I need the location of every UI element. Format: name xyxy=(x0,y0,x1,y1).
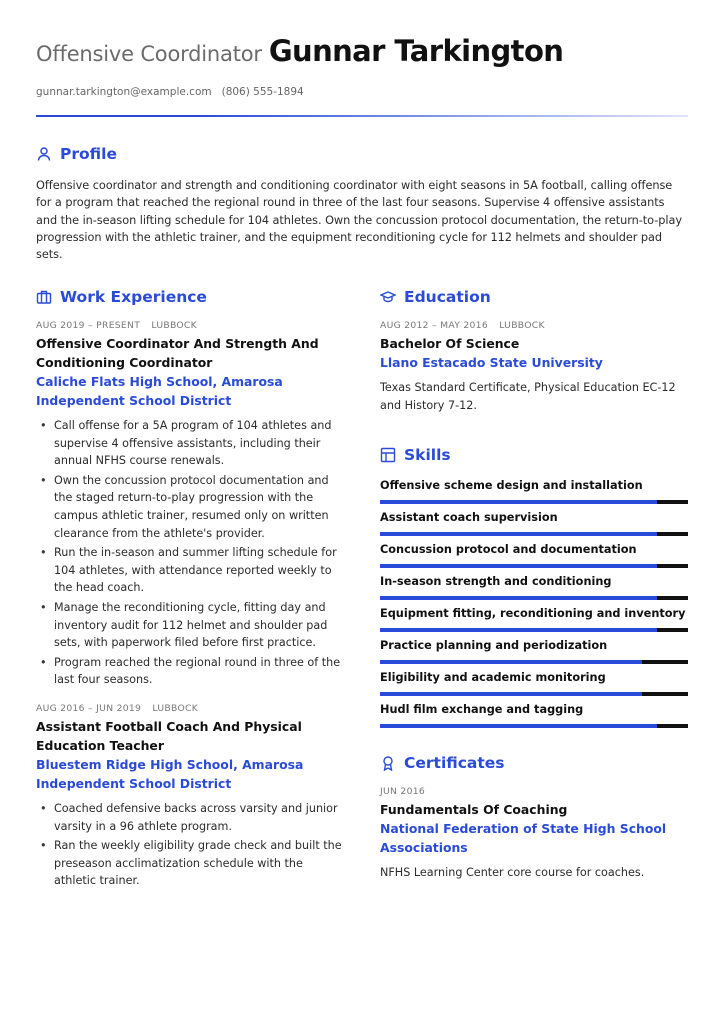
skill-label: Hudl film exchange and tagging xyxy=(380,703,584,717)
person-icon xyxy=(36,146,52,162)
skill-level-bar xyxy=(380,660,688,664)
job-organization: Caliche Flats High School, Amarosa Independent School District xyxy=(36,374,283,408)
certificates-section xyxy=(380,754,688,882)
education-section xyxy=(380,288,688,414)
skills-title: Skills xyxy=(404,446,451,465)
skill-level-fill xyxy=(380,628,657,632)
profile-section xyxy=(36,145,688,263)
job-bullets xyxy=(36,417,346,689)
education-dates: AUG 2012 – MAY 2016 xyxy=(380,320,488,331)
name-line xyxy=(36,34,688,68)
full-name: Gunnar Tarkington xyxy=(268,34,564,68)
job-bullets xyxy=(36,800,346,890)
bullet-item: • Ran the weekly eligibility grade check and built the preseason acclimatization schedule with the athletic trainer. xyxy=(36,837,346,890)
skills-heading xyxy=(380,446,688,464)
skill-level-bar xyxy=(380,532,688,536)
skill-label: In-season strength and conditioning xyxy=(380,575,612,589)
skill-label: Practice planning and periodization xyxy=(380,639,608,653)
skill-level-bar xyxy=(380,724,688,728)
school: Llano Estacado State University xyxy=(380,355,603,370)
certificate-date: JUN 2016 xyxy=(380,786,426,798)
bullet-item: • Coached defensive backs across varsity and junior varsity in a 96 athlete program. xyxy=(36,800,346,835)
certificate-name: Fundamentals Of Coaching xyxy=(380,802,568,818)
skill-level-fill xyxy=(380,692,642,696)
skill-label: Assistant coach supervision xyxy=(380,511,558,525)
contact-line xyxy=(36,86,688,98)
skill-level-fill xyxy=(380,532,657,536)
right-column xyxy=(380,288,688,882)
education-heading xyxy=(380,288,688,306)
briefcase-icon xyxy=(36,289,52,305)
profile-heading xyxy=(36,145,688,163)
job-location: LUBBOCK xyxy=(151,320,197,331)
skill-label: Concussion protocol and documentation xyxy=(380,543,637,557)
certificates-heading xyxy=(380,754,688,772)
skill-item xyxy=(380,606,688,632)
experience-title: Work Experience xyxy=(60,288,207,306)
skill-item xyxy=(380,542,688,568)
job-entry xyxy=(36,703,346,890)
job-dates: AUG 2016 – JUN 2019 xyxy=(36,702,142,714)
bullet-item: • Manage the reconditioning cycle, fitting day and inventory audit for 112 helmet and shoulder pad sets, with paperwork filed before first practice. xyxy=(36,599,346,652)
skills-list xyxy=(380,478,688,728)
skill-level-bar xyxy=(380,500,688,504)
work-experience-section xyxy=(36,288,346,892)
skill-label: Offensive scheme design and installation xyxy=(380,479,643,493)
job-entry xyxy=(36,320,346,689)
layout-icon xyxy=(380,447,396,463)
skill-item xyxy=(380,670,688,696)
skill-level-fill xyxy=(380,596,657,600)
job-role: Offensive Coordinator xyxy=(36,42,262,66)
email[interactable]: gunnar.tarkington@example.com xyxy=(36,86,212,98)
bullet-item: • Own the concussion protocol documentation and the staged return-to-play progression with the campus athletic trainer, resumed only on written clearance from the athlete's provider. xyxy=(36,472,346,542)
skill-item xyxy=(380,638,688,664)
skill-label: Eligibility and academic monitoring xyxy=(380,671,606,685)
education-location: LUBBOCK xyxy=(499,320,545,331)
job-location: LUBBOCK xyxy=(152,702,199,714)
degree: Bachelor Of Science xyxy=(380,336,520,351)
job-meta xyxy=(36,703,346,714)
skills-section xyxy=(380,446,688,728)
bullet-item: • Run the in-season and summer lifting schedule for 104 athletes, with attendance reported weekly to the head coach. xyxy=(36,544,346,597)
graduation-cap-icon xyxy=(380,289,396,305)
skill-level-bar xyxy=(380,564,688,568)
skill-level-fill xyxy=(380,564,657,568)
job-organization: Bluestem Ridge High School, Amarosa Independent School District xyxy=(36,756,304,791)
certificate-issuer: National Federation of State High School Associations xyxy=(380,821,667,856)
job-title: Offensive Coordinator And Strength And Conditioning Coordinator xyxy=(36,336,319,370)
skill-item xyxy=(380,574,688,600)
skill-item xyxy=(380,702,688,728)
job-title: Assistant Football Coach And Physical Education Teacher xyxy=(36,718,302,753)
award-icon xyxy=(380,755,396,771)
skill-level-bar xyxy=(380,596,688,600)
bullet-item: • Program reached the regional round in three of the last four seasons. xyxy=(36,654,346,689)
phone[interactable]: (806) 555-1894 xyxy=(221,86,304,98)
job-meta xyxy=(36,320,346,331)
header-divider xyxy=(36,115,688,117)
skill-level-bar xyxy=(380,628,688,632)
profile-summary: Offensive coordinator and strength and conditioning coordinator with eight seasons in 5A football, calling offense for a program that reached the regional round in three of the last four seasons. Supervise 4 offensive assistants and the in-season lifting schedule for 104 athletes. Own the concussion protocol documentation, the return-to-play progression with the athletic trainer, and the equipment reconditioning cycle for 112 helmets and shoulder pad sets. xyxy=(36,179,682,262)
education-meta xyxy=(380,320,688,331)
skill-item xyxy=(380,510,688,536)
skill-level-fill xyxy=(380,660,642,664)
skill-level-fill xyxy=(380,500,657,504)
profile-title: Profile xyxy=(60,145,117,163)
skill-label: Equipment fitting, reconditioning and inventory xyxy=(380,607,686,621)
certificate-details: NFHS Learning Center core course for coaches. xyxy=(380,866,645,880)
education-title: Education xyxy=(404,288,491,306)
experience-heading xyxy=(36,288,346,306)
job-dates: AUG 2019 – PRESENT xyxy=(36,320,141,331)
education-details: Texas Standard Certificate, Physical Education EC-12 and History 7-12. xyxy=(380,381,676,412)
skill-level-bar xyxy=(380,692,688,696)
certificates-title: Certificates xyxy=(404,754,505,773)
resume-header xyxy=(36,34,688,98)
skill-item xyxy=(380,478,688,504)
skill-level-fill xyxy=(380,724,657,728)
bullet-item: • Call offense for a 5A program of 104 athletes and supervise 4 offensive assistants, including their annual NFHS course renewals. xyxy=(36,417,346,470)
